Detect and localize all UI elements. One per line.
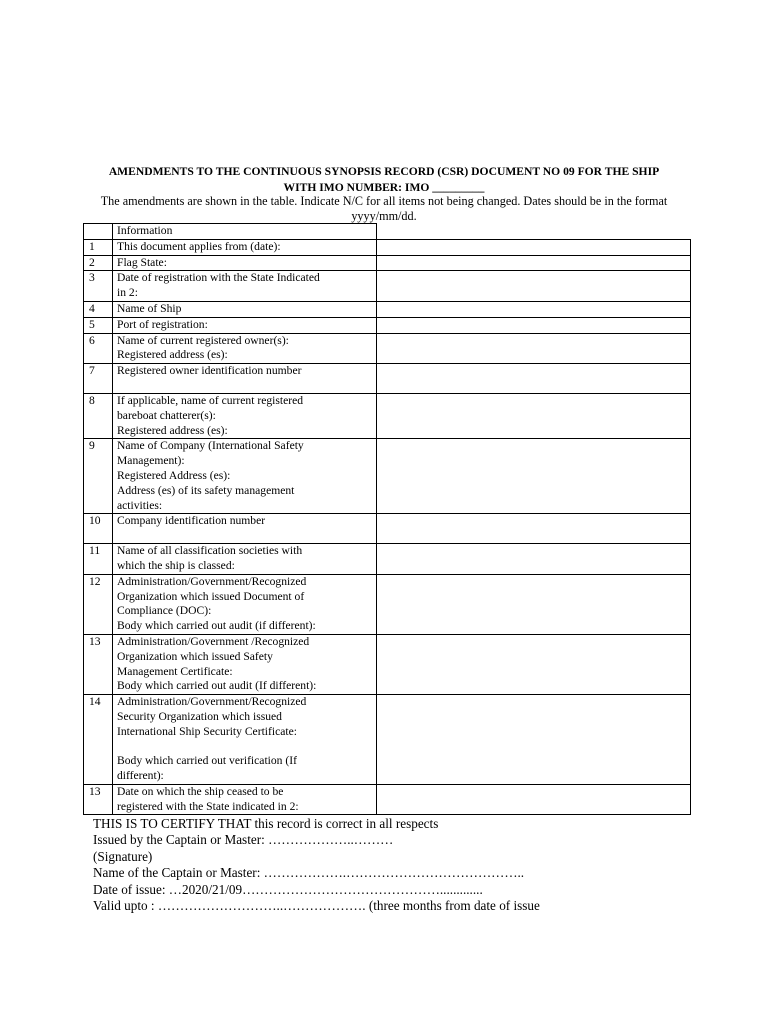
- certification-block: [93, 816, 733, 914]
- row-value-field[interactable]: [377, 695, 691, 785]
- information-line: [117, 740, 373, 755]
- signature-label: (Signature): [93, 848, 153, 864]
- row-number: 10: [84, 514, 113, 544]
- header-num-cell: [84, 224, 113, 240]
- row-value-field[interactable]: [377, 544, 691, 575]
- information-line: Date of registration with the State Indicated: [117, 271, 320, 285]
- information-line: Name of Ship: [117, 301, 182, 315]
- valid-upto-line: Valid upto : ………………………..………………. (three months from date of issue: [93, 898, 540, 914]
- table-row: [84, 695, 691, 785]
- information-line: International Ship Security Certificate:: [117, 724, 297, 738]
- instructions-line-1: The amendments are shown in the table. Indicate N/C for all items not being changed. Dates should be in the format: [100, 194, 668, 208]
- information-line: Company identification number: [117, 514, 266, 528]
- row-number: 11: [84, 544, 113, 575]
- row-information: [113, 439, 377, 514]
- information-line: Compliance (DOC):: [117, 604, 212, 618]
- table-row: [84, 574, 691, 634]
- row-information: [113, 393, 377, 438]
- information-line: Body which carried out verification (If: [117, 754, 297, 768]
- table-row: [84, 239, 691, 255]
- information-line: Flag State:: [117, 255, 167, 269]
- header-value-cell: [377, 224, 691, 240]
- table-row: [84, 634, 691, 694]
- row-information: [113, 514, 377, 544]
- table-row: [84, 364, 691, 394]
- row-number: 2: [84, 255, 113, 271]
- row-number: 6: [84, 333, 113, 364]
- row-number: 1: [84, 239, 113, 255]
- row-information: [113, 317, 377, 333]
- information-line: Administration/Government/Recognized: [117, 695, 307, 709]
- row-value-field[interactable]: [377, 574, 691, 634]
- row-information: [113, 574, 377, 634]
- row-information: [113, 333, 377, 364]
- table-row: [84, 393, 691, 438]
- row-value-field[interactable]: [377, 333, 691, 364]
- table-row: [84, 301, 691, 317]
- row-value-field[interactable]: [377, 301, 691, 317]
- title-line-2: WITH IMO NUMBER: IMO _________: [283, 181, 485, 194]
- information-line: Registered Address (es):: [117, 468, 231, 482]
- information-line: Address (es) of its safety management: [117, 483, 295, 497]
- row-information: [113, 239, 377, 255]
- information-line: Organization which issued Document of: [117, 589, 305, 603]
- row-information: [113, 271, 377, 302]
- table-row: [84, 317, 691, 333]
- table-row: [84, 439, 691, 514]
- row-information: [113, 301, 377, 317]
- information-line: Registered address (es):: [117, 348, 228, 362]
- row-number: 4: [84, 301, 113, 317]
- table-row: [84, 514, 691, 544]
- row-number: 14: [84, 695, 113, 785]
- instructions-line-2: yyyy/mm/dd.: [351, 209, 417, 223]
- captain-name-line: Name of the Captain or Master: ……………….…………………………………..: [93, 865, 525, 881]
- row-information: [113, 544, 377, 575]
- row-number: 5: [84, 317, 113, 333]
- row-number: 13: [84, 784, 113, 815]
- header-information: Information: [113, 224, 377, 240]
- information-line: Administration/Government /Recognized: [117, 634, 310, 648]
- row-information: [113, 634, 377, 694]
- information-line: Security Organization which issued: [117, 709, 282, 723]
- table-row: [84, 271, 691, 302]
- table-row: [84, 333, 691, 364]
- document-title: [40, 164, 728, 196]
- row-value-field[interactable]: [377, 239, 691, 255]
- row-value-field[interactable]: [377, 317, 691, 333]
- information-line: Organization which issued Safety: [117, 649, 273, 663]
- row-number: 13: [84, 634, 113, 694]
- row-value-field[interactable]: [377, 364, 691, 394]
- row-number: 7: [84, 364, 113, 394]
- information-line: Administration/Government/Recognized: [117, 574, 307, 588]
- table-header-row: [84, 224, 691, 240]
- row-information: [113, 364, 377, 394]
- row-information: [113, 784, 377, 815]
- information-line: bareboat chatterer(s):: [117, 408, 216, 422]
- information-line: Body which carried out audit (if different):: [117, 619, 316, 633]
- information-line: activities:: [117, 498, 163, 512]
- information-line: Registered address (es):: [117, 423, 228, 437]
- information-line: which the ship is classed:: [117, 558, 235, 572]
- information-line: registered with the State indicated in 2:: [117, 799, 299, 813]
- information-line: If applicable, name of current registered: [117, 393, 304, 407]
- information-line: Name of current registered owner(s):: [117, 333, 289, 347]
- row-number: 12: [84, 574, 113, 634]
- information-line: Body which carried out audit (If different):: [117, 679, 317, 693]
- information-line: Management Certificate:: [117, 664, 233, 678]
- row-value-field[interactable]: [377, 634, 691, 694]
- certify-statement: THIS IS TO CERTIFY THAT this record is correct in all respects: [93, 816, 439, 831]
- information-line: in 2:: [117, 286, 138, 300]
- table-row: [84, 784, 691, 815]
- table-row: [84, 255, 691, 271]
- information-line: Port of registration:: [117, 317, 208, 331]
- row-number: 9: [84, 439, 113, 514]
- information-line: Name of Company (International Safety: [117, 439, 304, 453]
- issued-by-line: Issued by the Captain or Master: ………………..………: [93, 832, 394, 848]
- information-line: Date on which the ship ceased to be: [117, 784, 284, 798]
- title-line-1: AMENDMENTS TO THE CONTINUOUS SYNOPSIS RECORD (CSR) DOCUMENT NO 09 FOR THE SHIP: [108, 165, 660, 178]
- information-line: Management):: [117, 454, 185, 468]
- date-of-issue-line: Date of issue: …2020/21/09……………………………………….............: [93, 881, 483, 897]
- information-line: This document applies from (date):: [117, 239, 281, 253]
- row-value-field[interactable]: [377, 439, 691, 514]
- row-value-field[interactable]: [377, 271, 691, 302]
- csr-amendments-table: [83, 223, 691, 815]
- information-line: different):: [117, 769, 164, 783]
- row-value-field[interactable]: [377, 393, 691, 438]
- row-value-field[interactable]: [377, 255, 691, 271]
- table-row: [84, 544, 691, 575]
- row-number: 3: [84, 271, 113, 302]
- information-line: Registered owner identification number: [117, 364, 302, 378]
- row-value-field[interactable]: [377, 514, 691, 544]
- row-value-field[interactable]: [377, 784, 691, 815]
- row-information: [113, 255, 377, 271]
- row-number: 8: [84, 393, 113, 438]
- instructions: [40, 194, 728, 224]
- row-information: [113, 695, 377, 785]
- information-line: Name of all classification societies with: [117, 544, 303, 558]
